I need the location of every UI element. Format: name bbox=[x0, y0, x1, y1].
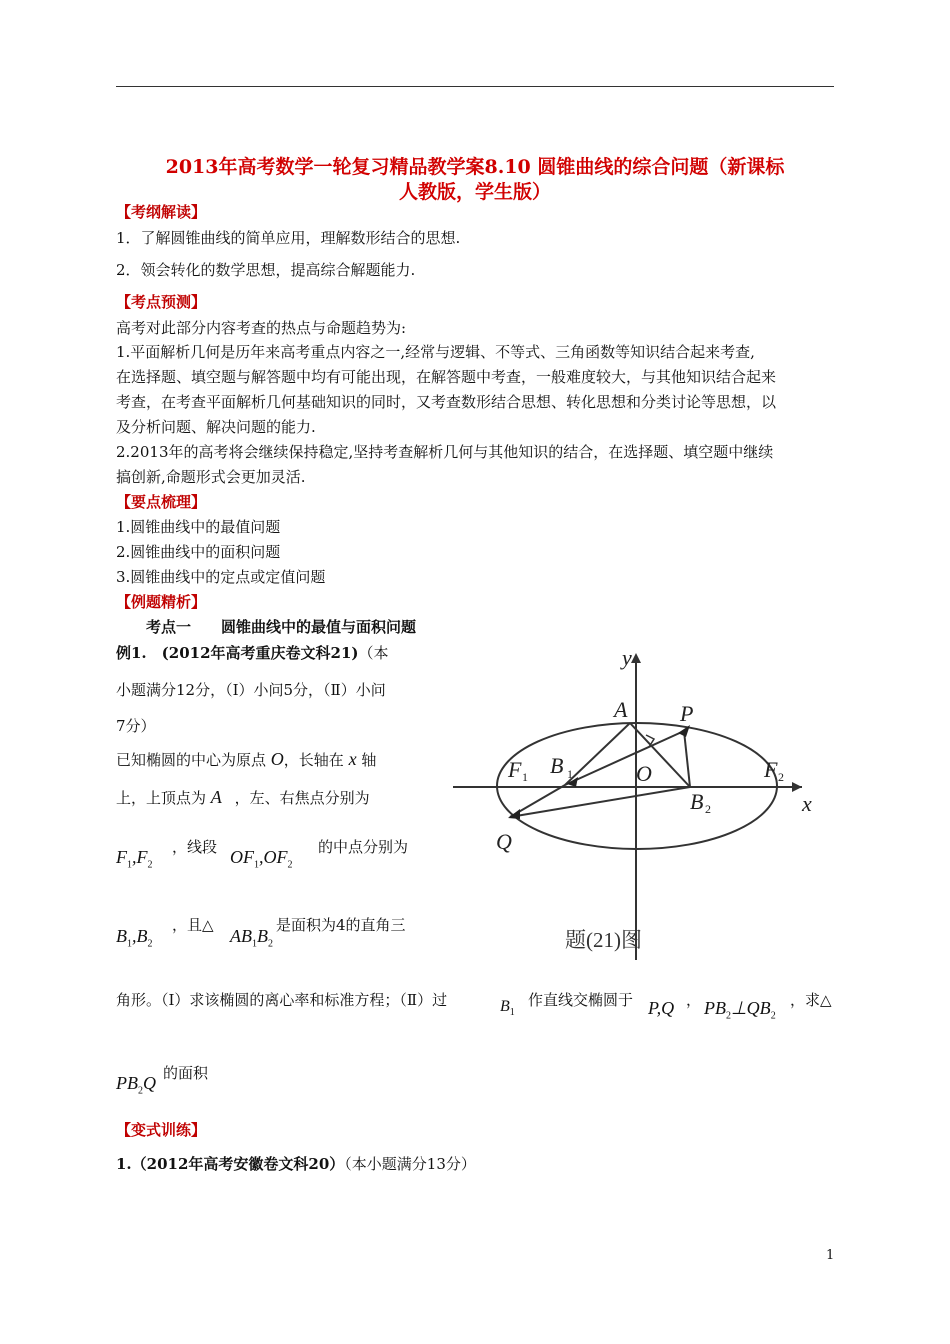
fig-label-p: P bbox=[680, 701, 694, 726]
fig-label-y: y bbox=[622, 645, 632, 670]
example-head-line bbox=[116, 646, 389, 661]
fig-label-o: O bbox=[636, 761, 652, 786]
kaodian-one-heading: 考点一 圆锥曲线中的最值与面积问题 bbox=[146, 618, 417, 636]
b1-symbol: $B_1$ bbox=[500, 998, 515, 1019]
pq-symbol: P,Q bbox=[648, 998, 675, 1018]
fig-sub-b1: 1 bbox=[567, 767, 573, 781]
kaodian-line-1: 高考对此部分内容考查的热点与命题趋势为: bbox=[116, 319, 407, 337]
example-line-4 bbox=[116, 750, 376, 768]
example-head-tail: （本 bbox=[358, 644, 389, 662]
section-liti: 【例题精析】 bbox=[116, 593, 207, 611]
perpendicular-condition: $PB_2\perp QB_2$ bbox=[704, 998, 776, 1022]
fig-label-q: Q bbox=[496, 829, 512, 854]
kaodian-line-4: 考查，在考查平面解析几何基础知识的同时，又考查数形结合思想、转化思想和分类讨论等思想，以 bbox=[116, 393, 777, 411]
fig-sub-f2: 2 bbox=[778, 770, 784, 784]
kaodian-line-7: 搞创新,命题形式会更加灵活. bbox=[116, 468, 306, 486]
kaodian-line-3: 在选择题、填空题与解答题中均有可能出现，在解答题中考查，一般难度较大，与其他知识结合起来 bbox=[116, 368, 777, 386]
vertex-a-symbol: A bbox=[210, 787, 222, 807]
section-kaodian: 【考点预测】 bbox=[116, 293, 207, 311]
fig-label-b1: B bbox=[550, 753, 564, 778]
x-axis-arrow bbox=[792, 782, 802, 792]
yaodian-item-1: 1.圆锥曲线中的最值问题 bbox=[116, 518, 281, 536]
example-line-7-mid: ，且△ bbox=[172, 916, 214, 934]
page-title-line2: 人教版，学生版） bbox=[398, 181, 551, 203]
example-line-4-a: 已知椭圆的中心为原点 bbox=[116, 751, 267, 769]
example-line-6-mid: ，线段 bbox=[172, 838, 218, 856]
triangle-pb2q-symbol: $PB_2Q$ bbox=[116, 1073, 156, 1097]
section-kaogang: 【考纲解读】 bbox=[116, 203, 207, 221]
segment-b1-p bbox=[565, 731, 684, 785]
fig-caption: 题(21)图 bbox=[565, 928, 642, 952]
header-rule bbox=[116, 86, 834, 87]
example-head: 例1. (2012年高考重庆卷文科21) bbox=[116, 644, 359, 662]
kaogang-item-1: 1．了解圆锥曲线的简单应用，理解数形结合的思想. bbox=[116, 229, 461, 247]
variant-head: 1.（2012年高考安徽卷文科20） bbox=[116, 1155, 345, 1173]
fig-label-f1: F bbox=[508, 757, 522, 782]
variant-tail: （本小题满分13分） bbox=[344, 1155, 476, 1173]
example-line-7-end: 是面积为4的直角三 bbox=[276, 916, 406, 934]
page-title-line1: 2013年高考数学一轮复习精品教学案8.10 圆锥曲线的综合问题（新课标 bbox=[165, 156, 785, 178]
example-line-3: 7分） bbox=[116, 717, 156, 735]
q-arrow bbox=[508, 809, 520, 819]
example-line-5-a: 上，上顶点为 bbox=[116, 789, 207, 807]
segment-p-b2 bbox=[684, 731, 690, 787]
x-symbol: x bbox=[348, 749, 357, 769]
origin-symbol: O bbox=[270, 749, 284, 769]
ellipse-figure bbox=[450, 645, 850, 960]
kaodian-line-6: 2.2013年的高考将会继续保持稳定,坚持考查解析几何与其他知识的结合，在选择题、填空题中继续 bbox=[116, 443, 774, 461]
segment-a-b1 bbox=[565, 723, 630, 785]
kaodian-line-5: 及分析问题、解决问题的能力. bbox=[116, 418, 316, 436]
example-line-4-c: 轴 bbox=[361, 751, 377, 769]
segments-symbol: $OF_1,OF_2$ bbox=[230, 847, 293, 871]
example-line-5 bbox=[116, 788, 370, 806]
example-line-4-b: ，长轴在 bbox=[283, 751, 344, 769]
example-line-8-c: ， bbox=[686, 991, 702, 1009]
example-line-6-end: 的中点分别为 bbox=[318, 838, 409, 856]
section-bianshi: 【变式训练】 bbox=[116, 1121, 207, 1139]
section-yaodian: 【要点梳理】 bbox=[116, 493, 207, 511]
kaodian-line-2: 1.平面解析几何是历年来高考重点内容之一,经常与逻辑、不等式、三角函数等知识结合起来考查, bbox=[116, 343, 755, 361]
example-line-8-b: 作直线交椭圆于 bbox=[528, 991, 634, 1009]
example-line-2: 小题满分12分，（Ⅰ）小问5分，（Ⅱ）小问 bbox=[116, 681, 386, 699]
yaodian-item-3: 3.圆锥曲线中的定点或定值问题 bbox=[116, 568, 326, 586]
triangle-ab1b2-symbol: $AB_1B_2$ bbox=[230, 926, 273, 950]
example-line-8-a: 角形。（Ⅰ）求该椭圆的离心率和标准方程；（Ⅱ）过 bbox=[116, 991, 448, 1009]
midpoints-symbol: $B_1,B_2$ bbox=[116, 926, 153, 950]
example-line-5-b: ，左、右焦点分别为 bbox=[234, 789, 370, 807]
yaodian-item-2: 2.圆锥曲线中的面积问题 bbox=[116, 543, 281, 561]
kaogang-item-2: 2．领会转化的数学思想，提高综合解题能力. bbox=[116, 261, 416, 279]
page-number: 1 bbox=[826, 1248, 835, 1263]
foci-symbol: $F_1,F_2$ bbox=[116, 847, 153, 871]
fig-sub-f1: 1 bbox=[522, 770, 528, 784]
variant-line bbox=[116, 1157, 476, 1172]
fig-label-a: A bbox=[614, 697, 628, 722]
fig-label-b2: B bbox=[690, 789, 704, 814]
fig-sub-b2: 2 bbox=[705, 802, 711, 816]
fig-label-x: x bbox=[802, 791, 812, 816]
example-line-8-d: ，求△ bbox=[790, 991, 832, 1009]
y-axis-arrow bbox=[631, 653, 641, 663]
example-line-9: 的面积 bbox=[163, 1064, 209, 1082]
fig-label-f2: F bbox=[764, 757, 778, 782]
